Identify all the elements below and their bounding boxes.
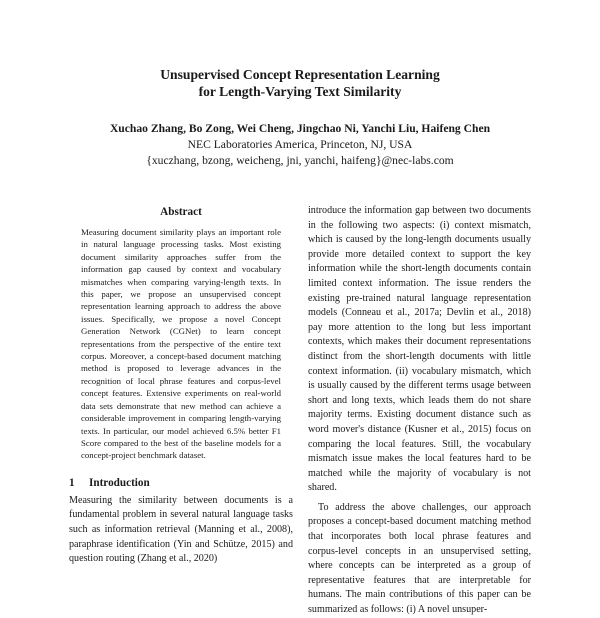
section-heading-introduction: [69, 475, 293, 491]
author-affiliation: NEC Laboratories America, Princeton, NJ, USA: [187, 138, 413, 151]
author-names: Xuchao Zhang, Bo Zong, Wei Cheng, Jingchao Ni, Yanchi Liu, Haifeng Chen: [109, 122, 491, 135]
abstract-heading: Abstract: [160, 206, 202, 218]
body-paragraph-2: To address the above challenges, our approach proposes a concept-based document matching method that incorporates both local phrase features and corpus-level concepts in an unsupervised setting, where concepts can be interpreted as a group of representative features that are interpretable for humans. The main contributions of this paper can be summarized as follows: (i) A novel unsuper-: [308, 501, 531, 616]
paper-title: [0, 66, 600, 100]
author-emails: {xuczhang, bzong, weicheng, jni, yanchi, haifeng}@nec-labs.com: [146, 154, 454, 167]
right-column: [308, 204, 531, 618]
title-line-1: Unsupervised Concept Representation Learning: [160, 67, 440, 82]
left-column: [69, 204, 293, 567]
section-title: Introduction: [89, 476, 150, 489]
title-line-2: for Length-Varying Text Similarity: [198, 84, 402, 99]
introduction-paragraph: Measuring the similarity between documents is a fundamental problem in several natural language tasks such as information retrieval (Manning et al., 2008), paraphrase identification (Yin and Schütze, 2015) and question routing (Zhang et al., 2020): [69, 494, 293, 565]
section-number: 1: [69, 476, 75, 489]
author-block: [0, 121, 600, 169]
body-paragraph-1: introduce the information gap between two documents in the following two aspects: (i) context mismatch, which is caused by the long-length documents usually provide more detailed context to support the key information while the short-length documents contain limited context information. The issue renders the existing pre-trained natural language representation models (Conneau et al., 2017a; Devlin et al., 2018) pay more attention to the long but less important contexts, which makes their document representations distinct from the short-length documents with little context information. (ii) vocabulary mismatch, which is usually caused by the different terms usage between short and long texts, which leads them do not share majority terms. Existing document distance such as word mover's distance (Kusner et al., 2015) focus on comparing the local features. Still, the vocabulary mismatch issue makes the local features hard to be matched while the majority of vocabulary is not shared.: [308, 205, 531, 494]
abstract-body: Measuring document similarity plays an important role in natural language processing tasks. Most existing document similarity approaches suffer from the information gap caused by context and vocabulary mismatches when comparing varying-length texts. In this paper, we propose an unsupervised concept representation learning approach to address the above issues. Specifically, we propose a novel Concept Generation Network (CGNet) to learn concept representations from the perspective of the entire text corpus. Moreover, a concept-based document matching method is proposed to leverage advances in the recognition of local phrase features and corpus-level concept features. Extensive experiments on real-world data sets demonstrate that new method can achieve a considerable improvement in comparing length-varying texts. In particular, our model achieved 6.5% better F1 Score compared to the best of the baseline models for a concept-project benchmark dataset.: [81, 227, 281, 461]
